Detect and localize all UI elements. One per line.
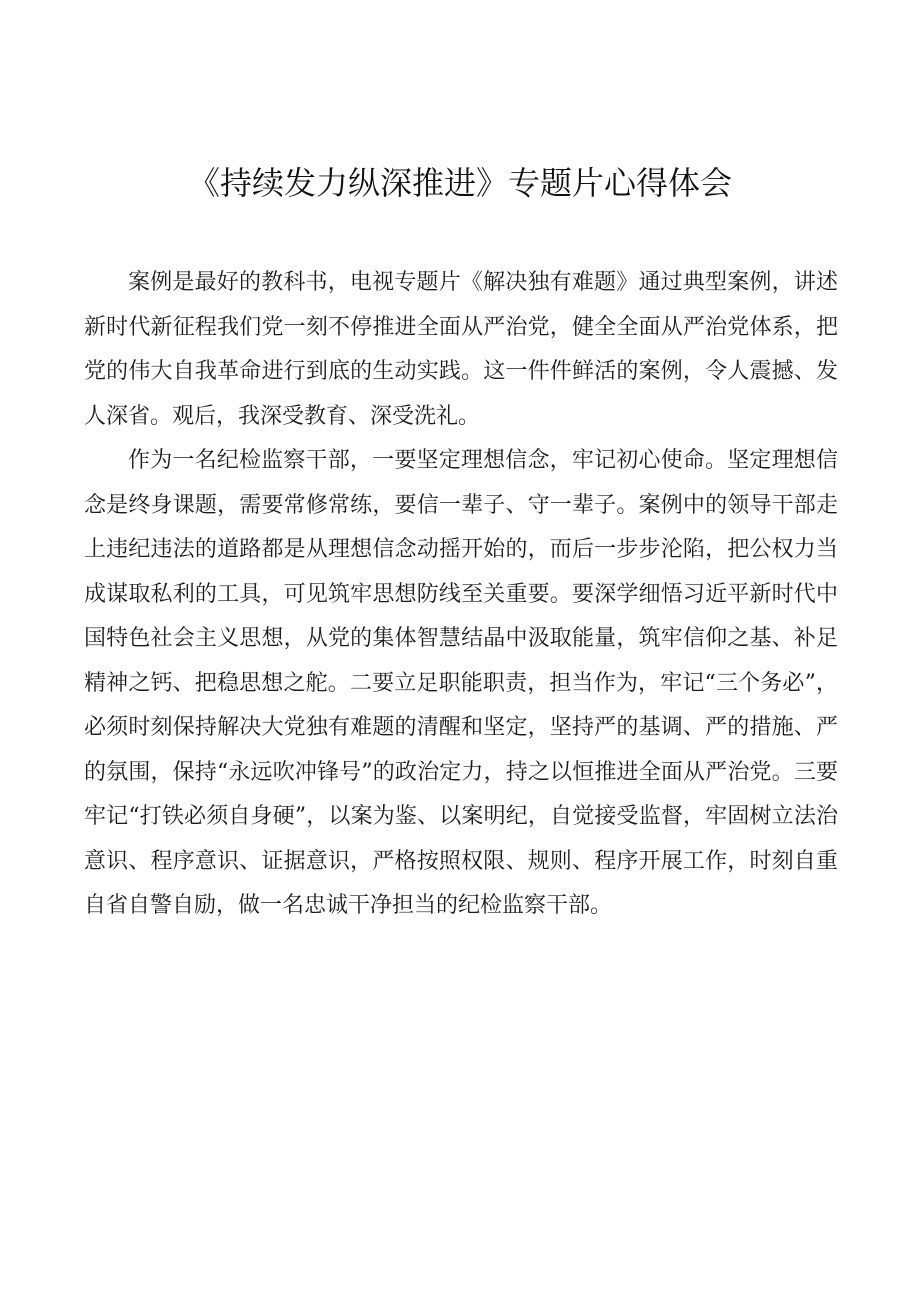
- document-title: 《持续发力纵深推进》专题片心得体会: [187, 164, 732, 202]
- paragraph-1: 案例是最好的教科书，电视专题片《解决独有难题》通过典型案例，讲述新时代新征程我们党一刻不停推进全面从严治党，健全全面从严治党体系，把党的伟大自我革命进行到底的生动实践。这一件件鲜活的案例，令人震撼、发人深省。观后，我深受教育、深受洗礼。: [84, 270, 838, 429]
- paragraph-2: 作为一名纪检监察干部，一要坚定理想信念，牢记初心使命。坚定理想信念是终身课题，需要常修常练，要信一辈子、守一辈子。案例中的领导干部走上违纪违法的道路都是从理想信念动摇开始的，而后一步步沦陷，把公权力当成谋取私利的工具，可见筑牢思想防线至关重要。要深学细悟习近平新时代中国特色社会主义思想，从党的集体智慧结晶中汲取能量，筑牢信仰之基、补足精神之钙、把稳思想之舵。二要立足职能职责，担当作为，牢记“三个务必”，必须时刻保持解决大党独有难题的清醒和坚定，坚持严的基调、严的措施、严的氛围，保持“永远吹冲锋号”的政治定力，持之以恒推进全面从严治党。三要牢记“打铁必须自身硬”，以案为鉴、以案明纪，自觉接受监督，牢固树立法治意识、程序意识、证据意识，严格按照权限、规则、程序开展工作，时刻自重自省自警自励，做一名忠诚干净担当的纪检监察干部。: [84, 448, 838, 918]
- document-body: [84, 261, 838, 929]
